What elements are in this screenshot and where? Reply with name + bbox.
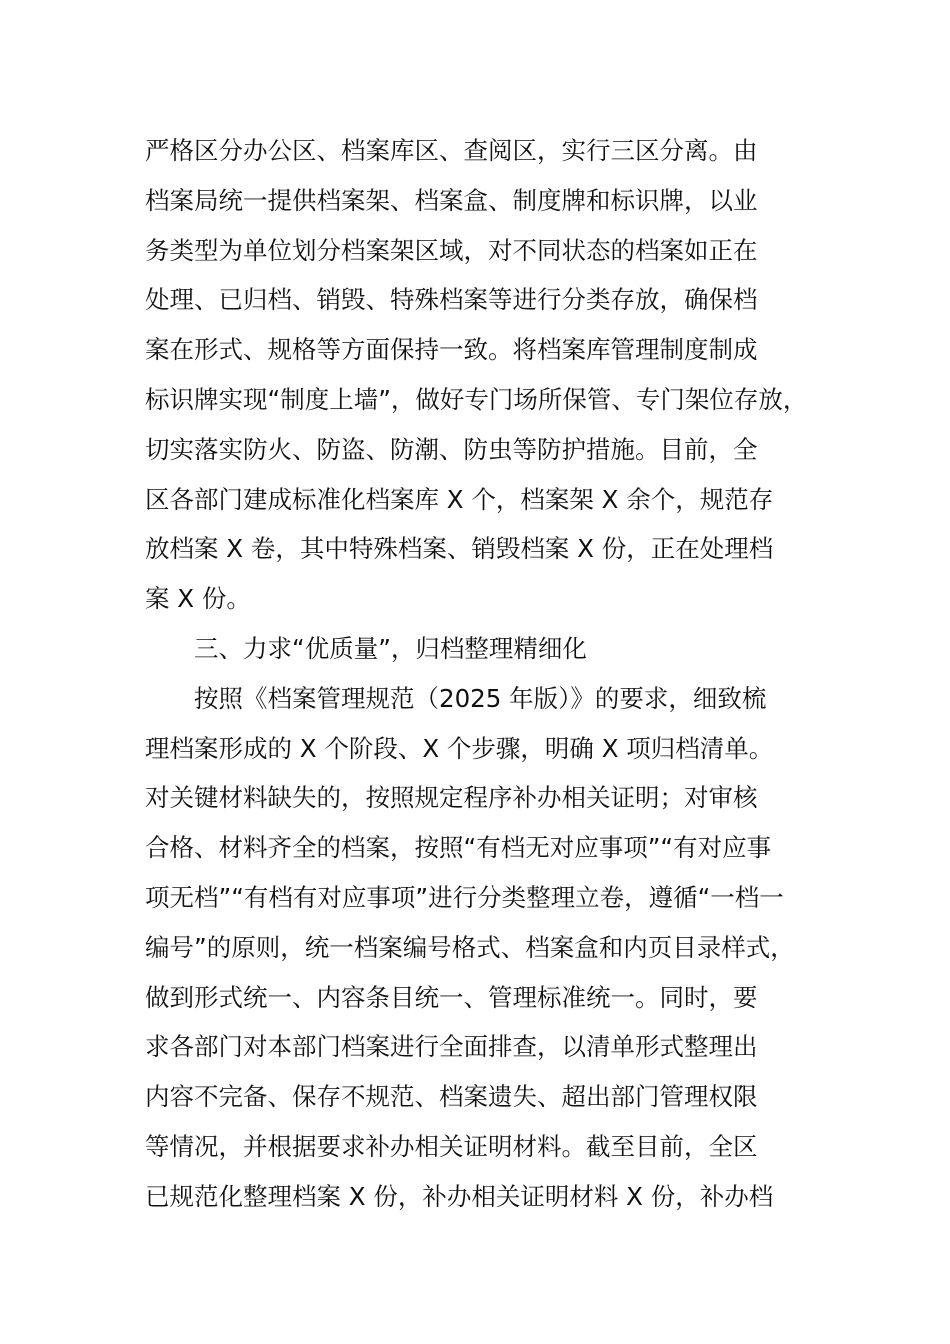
- text-line-17: 编号”的原则，统一档案编号格式、档案盒和内页目录样式，: [145, 932, 795, 962]
- document-body: [145, 126, 845, 1222]
- text-line-8: 区各部门建成标准化档案库 X 个，档案架 X 余个，规范存: [145, 484, 774, 514]
- text-line-13: 理档案形成的 X 个阶段、X 个步骤，明确 X 项归档清单。: [145, 733, 774, 763]
- section-heading: 三、力求“优质量”，归档整理精细化: [194, 633, 587, 663]
- text-line-4: 处理、已归档、销毁、特殊档案等进行分类存放，确保档: [145, 285, 758, 315]
- text-line-22: 已规范化整理档案 X 份，补办相关证明材料 X 份，补办档: [145, 1181, 774, 1211]
- text-line-12: 按照《档案管理规范（2025 年版）》的要求，细致梳: [194, 683, 767, 713]
- text-line-18: 做到形式统一、内容条目统一、管理标准统一。同时，要: [145, 982, 758, 1012]
- text-line-6: 标识牌实现“制度上墙”，做好专门场所保管、专门架位存放，: [145, 384, 808, 414]
- text-line-10: 案 X 份。: [145, 584, 251, 614]
- text-line-3: 务类型为单位划分档案架区域，对不同状态的档案如正在: [145, 235, 758, 265]
- text-line-9: 放档案 X 卷，其中特殊档案、销毁档案 X 份，正在处理档: [145, 534, 774, 564]
- text-line-15: 合格、材料齐全的档案，按照“有档无对应事项”“有对应事: [145, 833, 772, 863]
- text-line-5: 案在形式、规格等方面保持一致。将档案库管理制度制成: [145, 335, 758, 365]
- text-line-7: 切实落实防火、防盗、防潮、防虫等防护措施。目前，全: [145, 434, 758, 464]
- text-line-19: 求各部门对本部门档案进行全面排查，以清单形式整理出: [145, 1032, 758, 1062]
- text-line-20: 内容不完备、保存不规范、档案遗失、超出部门管理权限: [145, 1082, 758, 1112]
- text-line-2: 档案局统一提供档案架、档案盒、制度牌和标识牌，以业: [145, 185, 758, 215]
- text-line-1: 严格区分办公区、档案库区、查阅区，实行三区分离。由: [145, 136, 758, 165]
- text-line-21: 等情况，并根据要求补办相关证明材料。截至目前，全区: [145, 1131, 758, 1161]
- text-line-16: 项无档”“有档有对应事项”进行分类整理立卷，遵循“一档一: [145, 882, 784, 912]
- text-line-14: 对关键材料缺失的，按照规定程序补办相关证明；对审核: [145, 783, 758, 813]
